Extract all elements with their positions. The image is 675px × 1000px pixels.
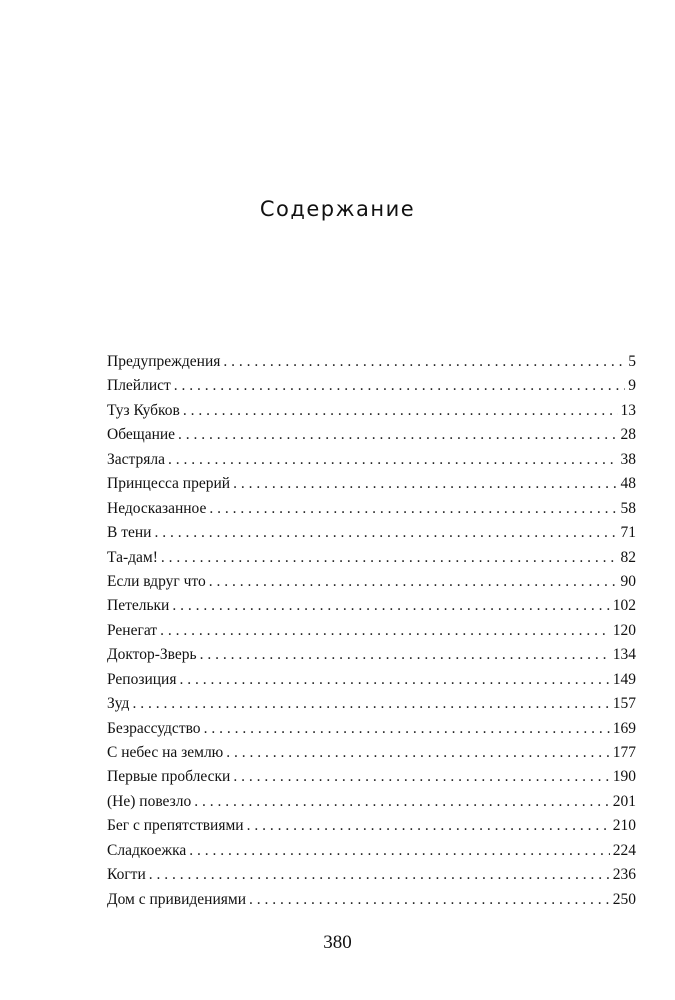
dot-leader: [132, 692, 609, 716]
toc-entry: [107, 863, 636, 887]
toc-entry: [107, 839, 636, 863]
toc-entry-title: Первые проблески: [107, 768, 231, 786]
toc-entry: [107, 497, 636, 521]
toc-entry-title: Если вдруг что: [107, 572, 206, 590]
toc-entry: [107, 888, 636, 912]
toc-entry: [107, 765, 636, 789]
dot-leader: [149, 863, 610, 887]
toc-entry-page: 90: [620, 572, 636, 590]
dot-leader: [172, 594, 609, 618]
toc-entry-title: В тени: [107, 524, 152, 542]
toc-entry-page: 134: [612, 646, 636, 664]
toc-entry-page: 102: [612, 597, 636, 615]
dot-leader: [178, 423, 617, 447]
dot-leader: [189, 839, 609, 863]
toc-entry-page: 58: [620, 499, 636, 517]
toc-entry: [107, 790, 636, 814]
dot-leader: [154, 521, 617, 545]
toc-entry-page: 28: [620, 426, 636, 444]
toc-entry-page: 48: [620, 475, 636, 493]
toc-entry: [107, 472, 636, 496]
dot-leader: [168, 448, 618, 472]
toc-entry-title: Репозиция: [107, 670, 177, 688]
dot-leader: [183, 399, 618, 423]
toc-entry-title: Та-дам!: [107, 548, 158, 566]
toc-entry: [107, 546, 636, 570]
toc-entry: [107, 570, 636, 594]
toc-entry-page: 190: [612, 768, 636, 786]
toc-entry-title: Дом с привидениями: [107, 890, 247, 908]
toc-entry-title: Туз Кубков: [107, 401, 180, 419]
toc-entry-title: Обещание: [107, 426, 176, 444]
dot-leader: [200, 643, 610, 667]
toc-entry-title: Принцесса прерий: [107, 475, 231, 493]
toc-entry-page: 9: [628, 377, 636, 395]
dot-leader: [233, 472, 617, 496]
toc-entry: [107, 423, 636, 447]
dot-leader: [233, 765, 609, 789]
toc-entry-title: Недосказанное: [107, 499, 207, 517]
page-number: 380: [323, 932, 352, 953]
toc-entry-page: 236: [612, 866, 636, 884]
toc-entry: [107, 643, 636, 667]
toc-entry: [107, 717, 636, 741]
toc-entry: [107, 399, 636, 423]
toc-entry-page: 157: [612, 695, 636, 713]
toc-entry-page: 82: [620, 548, 636, 566]
toc-entry: [107, 350, 636, 374]
toc-entry-page: 13: [620, 401, 636, 419]
toc-entry-title: Бег с препятствиями: [107, 817, 244, 835]
toc-entry-page: 120: [612, 621, 636, 639]
toc-entry: [107, 814, 636, 838]
toc-entry-title: Плейлист: [107, 377, 171, 395]
toc-entry-page: 5: [628, 353, 636, 370]
dot-leader: [209, 497, 617, 521]
toc-entry-title: Застряла: [107, 450, 165, 468]
toc-entry: [107, 668, 636, 692]
toc-entry-page: 250: [612, 890, 636, 908]
dot-leader: [194, 790, 610, 814]
toc-entry: [107, 374, 636, 398]
toc-entry: [107, 594, 636, 618]
toc-entry-page: 38: [620, 450, 636, 468]
toc-entry-title: Доктор-Зверь: [107, 646, 197, 664]
dot-leader: [174, 374, 625, 398]
dot-leader: [204, 717, 610, 741]
table-of-contents: [107, 350, 636, 912]
toc-entry: [107, 692, 636, 716]
toc-entry: [107, 448, 636, 472]
toc-entry-title: Зуд: [107, 695, 130, 713]
dot-leader: [161, 546, 618, 570]
toc-entry-page: 71: [620, 524, 636, 542]
dot-leader: [223, 350, 625, 374]
toc-entry-page: 149: [612, 670, 636, 688]
dot-leader: [249, 888, 610, 912]
page-title: Содержание: [259, 197, 416, 221]
toc-entry-page: 224: [612, 841, 636, 859]
dot-leader: [160, 619, 610, 643]
toc-entry-page: 177: [612, 744, 636, 761]
toc-entry-title: Предупреждения: [107, 353, 221, 370]
toc-entry-title: Когти: [107, 866, 146, 884]
toc-entry: [107, 741, 636, 765]
toc-entry-title: Ренегат: [107, 621, 158, 639]
toc-entry-page: 169: [612, 719, 636, 737]
dot-leader: [179, 668, 609, 692]
toc-entry-title: Петельки: [107, 597, 170, 615]
toc-entry-title: Сладкоежка: [107, 841, 187, 859]
dot-leader: [247, 814, 610, 838]
toc-entry: [107, 619, 636, 643]
toc-entry-page: 210: [612, 817, 636, 835]
dot-leader: [226, 741, 609, 765]
toc-entry-title: С небес на землю: [107, 744, 224, 761]
toc-entry-title: Безрассудство: [107, 719, 201, 737]
toc-entry: [107, 521, 636, 545]
toc-entry-title: (Не) повезло: [107, 792, 192, 810]
toc-entry-page: 201: [612, 792, 636, 810]
dot-leader: [209, 570, 618, 594]
